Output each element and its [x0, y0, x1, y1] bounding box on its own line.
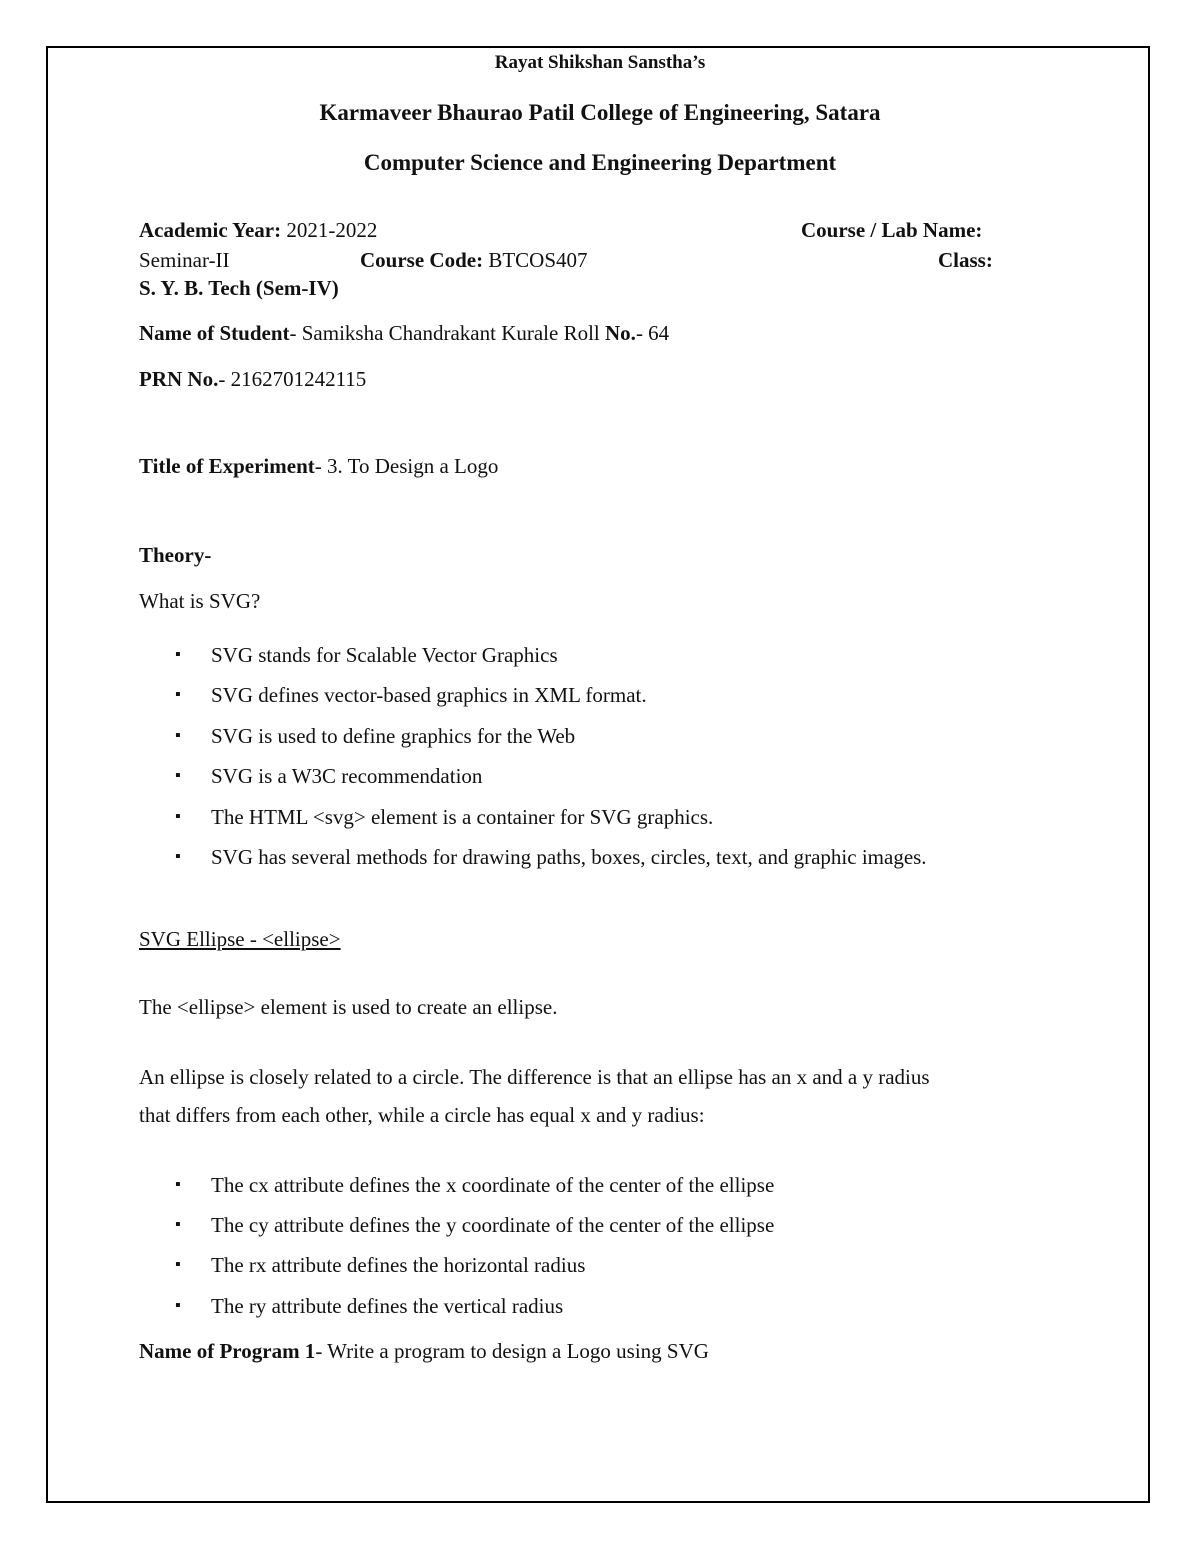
prn-value: - 2162701242115	[218, 367, 367, 391]
program-row	[139, 1338, 709, 1364]
roll-label: No.	[605, 321, 636, 345]
roll-value: - 64	[635, 321, 670, 345]
list-item-text: The rx attribute defines the horizontal radius	[211, 1253, 586, 1277]
academic-year-label: Academic Year:	[139, 218, 282, 242]
ellipse-paragraph-line-1: An ellipse is closely related to a circle. The difference is that an ellipse has an x and a y radius	[139, 1065, 930, 1089]
ellipse-paragraph-line-2: that differs from each other, while a circle has equal x and y radius:	[139, 1103, 705, 1127]
college-name: Karmaveer Bhaurao Patil College of Engineering, Satara	[319, 100, 881, 125]
bullet-icon: ▪	[175, 1297, 181, 1314]
bullet-icon: ▪	[175, 646, 181, 663]
prn-row	[139, 366, 366, 392]
course-lab-label: Course / Lab Name:	[801, 218, 983, 242]
list-item-text: The cy attribute defines the y coordinate of the center of the ellipse	[211, 1213, 775, 1237]
bullet-icon: ▪	[175, 1256, 181, 1273]
bullet-icon: ▪	[175, 848, 181, 865]
student-name-row	[139, 320, 669, 346]
student-value: - Samiksha Chandrakant Kurale Roll	[289, 321, 606, 345]
theory-heading: Theory-	[139, 543, 212, 567]
list-item-text: The HTML <svg> element is a container for SVG graphics.	[211, 805, 714, 829]
student-label: Name of Student	[139, 321, 290, 345]
list-item-text: SVG defines vector-based graphics in XML format.	[211, 683, 647, 707]
bullet-icon: ▪	[175, 1216, 181, 1233]
course-code-value: BTCOS407	[488, 248, 588, 272]
course-code	[360, 247, 588, 273]
list-item-text: SVG is used to define graphics for the Web	[211, 724, 576, 748]
ellipse-intro: The <ellipse> element is used to create an ellipse.	[139, 995, 558, 1019]
experiment-title-row	[139, 453, 498, 479]
list-item-text: SVG stands for Scalable Vector Graphics	[211, 643, 558, 667]
class-value: S. Y. B. Tech (Sem-IV)	[139, 276, 339, 300]
list-item-text: SVG is a W3C recommendation	[211, 764, 483, 788]
prn-label: PRN No.	[139, 367, 219, 391]
svg-question: What is SVG?	[139, 589, 261, 613]
bullet-icon: ▪	[175, 808, 181, 825]
program-value: - Write a program to design a Logo using SVG	[315, 1339, 709, 1363]
class-label: Class:	[938, 248, 993, 272]
bullet-icon: ▪	[175, 686, 181, 703]
experiment-title-label: Title of Experiment	[139, 454, 315, 478]
bullet-icon: ▪	[175, 767, 181, 784]
course-code-label: Course Code:	[360, 248, 484, 272]
program-label: Name of Program 1	[139, 1339, 316, 1363]
list-item-text: The cx attribute defines the x coordinate of the center of the ellipse	[211, 1173, 775, 1197]
course-lab-value: Seminar-II	[139, 248, 230, 272]
experiment-title-value: - 3. To Design a Logo	[314, 454, 499, 478]
academic-year-value: 2021-2022	[286, 218, 378, 242]
bullet-icon: ▪	[175, 1176, 181, 1193]
bullet-icon: ▪	[175, 727, 181, 744]
department-name: Computer Science and Engineering Department	[363, 150, 837, 175]
ellipse-heading: SVG Ellipse - <ellipse>	[139, 927, 341, 951]
list-item-text: SVG has several methods for drawing paths, boxes, circles, text, and graphic images.	[211, 845, 927, 869]
list-item-text: The ry attribute defines the vertical radius	[211, 1294, 564, 1318]
institution-name: Rayat Shikshan Sanstha’s	[494, 52, 706, 73]
academic-year	[139, 217, 377, 243]
